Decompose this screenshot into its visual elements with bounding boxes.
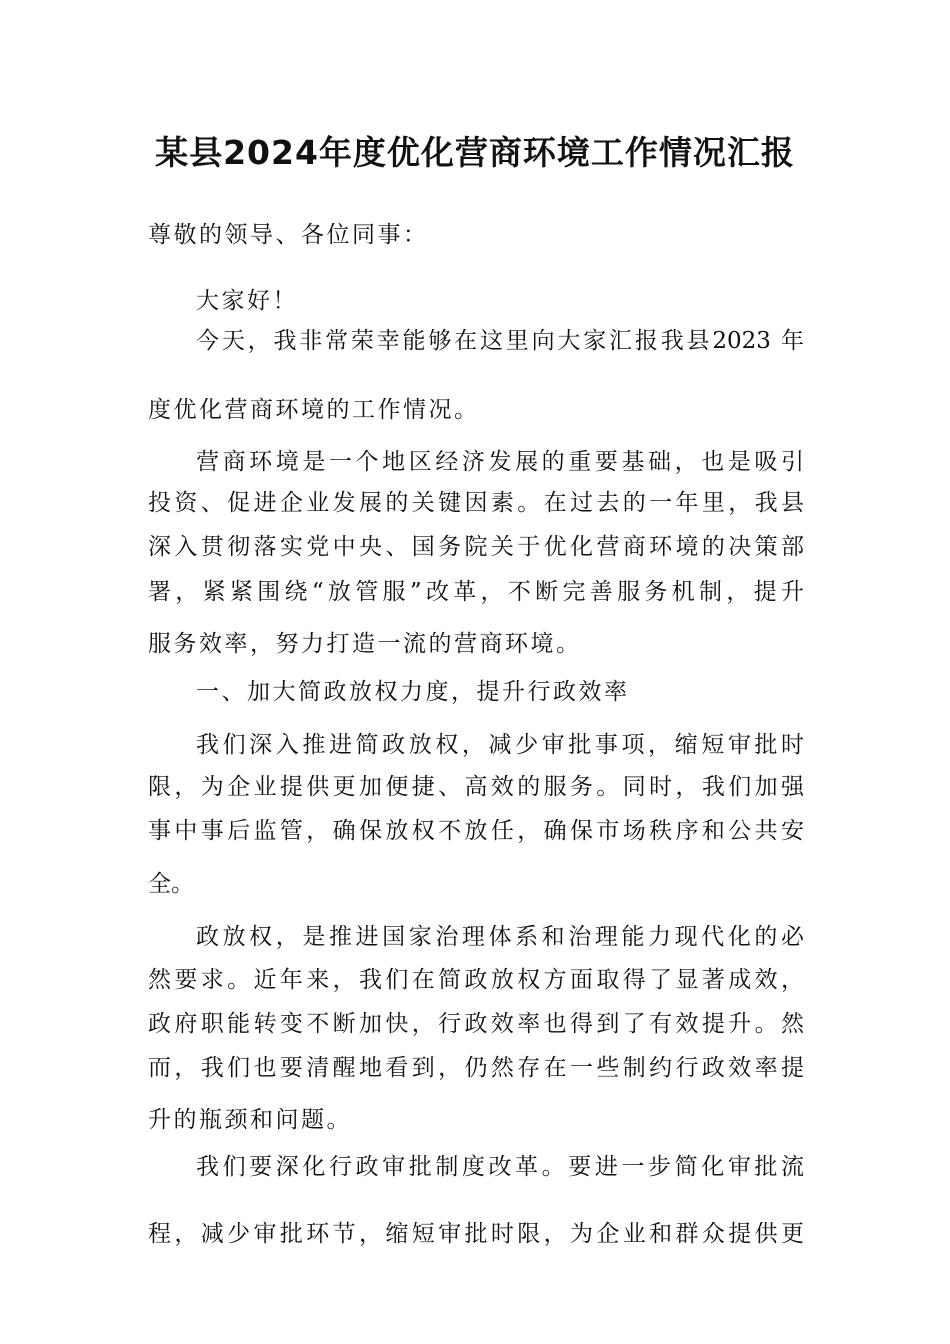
paragraph-line: 今天，我非常荣幸能够在这里向大家汇报我县2023 年	[196, 328, 804, 354]
paragraph-line: 投资、促进企业发展的关键因素。在过去的一年里，我县	[148, 490, 804, 516]
paragraph-line: 我们深入推进简政放权，减少审批事项，缩短审批时	[196, 732, 804, 758]
paragraph-line: 然要求。近年来，我们在简政放权方面取得了显著成效，	[148, 967, 804, 993]
paragraph-line: 程，减少审批环节，缩短审批时限，为企业和群众提供更	[148, 1221, 804, 1247]
paragraph-line: 限，为企业提供更加便捷、高效的服务。同时，我们加强	[148, 774, 804, 800]
paragraph-line: 政放权，是推进国家治理体系和治理能力现代化的必	[196, 924, 804, 950]
salutation-line: 尊敬的领导、各位同事：	[148, 222, 429, 248]
paragraph-line: 我们要深化行政审批制度改革。要进一步简化审批流	[196, 1154, 804, 1180]
section-heading: 一、加大简政放权力度，提升行政效率	[196, 679, 630, 705]
paragraph-line: 营商环境是一个地区经济发展的重要基础，也是吸引	[196, 449, 804, 475]
paragraph-line: 升的瓶颈和问题。	[148, 1107, 352, 1133]
paragraph-line: 全。	[148, 871, 194, 897]
paragraph-line: 服务效率，努力打造一流的营商环境。	[148, 631, 582, 657]
greeting-line: 大家好！	[196, 288, 298, 314]
paragraph-line: 度优化营商环境的工作情况。	[148, 397, 480, 423]
paragraph-line: 政府职能转变不断加快，行政效率也得到了有效提升。然	[148, 1011, 804, 1037]
paragraph-line: 而，我们也要清醒地看到，仍然存在一些制约行政效率提	[148, 1055, 804, 1081]
document-title: 某县2024年度优化营商环境工作情况汇报	[155, 133, 795, 172]
paragraph-line: 深入贯彻落实党中央、国务院关于优化营商环境的决策部	[148, 534, 804, 560]
paragraph-line: 署，紧紧围绕“放管服”改革，不断完善服务机制，提升	[148, 579, 804, 605]
paragraph-line: 事中事后监管，确保放权不放任，确保市场秩序和公共安	[148, 818, 804, 844]
